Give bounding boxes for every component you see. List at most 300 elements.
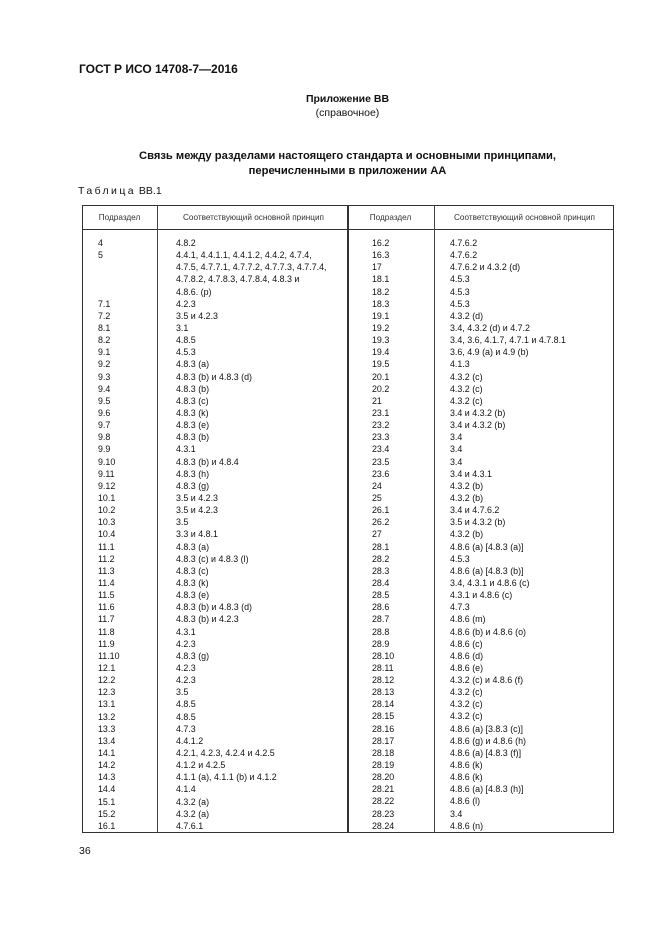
principle-line: 4.8.6 (m) [450, 614, 486, 625]
principle-line: 4.8.3 (k) [176, 408, 209, 418]
table-row [372, 662, 612, 674]
table-row [372, 286, 612, 298]
table-row [372, 553, 612, 565]
principle-cell [450, 504, 499, 516]
principle-line: 4.8.6 (a) [3.8.3 (c)] [450, 723, 524, 734]
standard-designation: ГОСТ Р ИСО 14708-7—2016 [79, 62, 238, 76]
principle-cell [176, 431, 209, 443]
table-row [372, 492, 612, 504]
table-row [372, 759, 612, 771]
table-right-body [372, 237, 612, 832]
principle-line: 4.3.2 (c) и 4.8.6 (f) [450, 675, 524, 686]
subsection-cell: 19.2 [372, 322, 390, 333]
principle-line: 4.8.3 (a) [176, 541, 210, 552]
subsection-cell: 14.4 [98, 784, 116, 795]
principle-line: 4.8.3 (b) и 4.8.3 (d) [176, 602, 252, 613]
principle-cell [176, 662, 196, 674]
table-row [372, 613, 612, 625]
principle-cell [450, 310, 483, 322]
principle-line: 4.8.5 [176, 699, 196, 710]
subsection-cell: 23.3 [372, 432, 390, 443]
table-row [372, 419, 612, 431]
principle-cell [450, 808, 462, 820]
subsection-cell: 28.24 [372, 820, 395, 831]
principle-cell [176, 686, 188, 698]
principle-line: 4.3.2 (c) [450, 383, 483, 394]
principle-line: 3.5 и 4.3.2 (b) [450, 517, 506, 528]
principle-cell [176, 796, 209, 808]
principle-cell [176, 346, 196, 358]
subsection-cell: 27 [372, 529, 382, 540]
principle-line: 4.7.8.2, 4.7.8.3, 4.7.8.4, 4.8.3 и [176, 274, 300, 285]
principle-line: 4.3.1 и 4.8.6 (c) [450, 590, 513, 601]
principle-cell [176, 237, 196, 249]
principle-line: 3.4, 4.3.1 и 4.8.6 (c) [450, 577, 530, 588]
principle-cell [450, 443, 462, 455]
table-row [98, 565, 348, 577]
subsection-cell: 9.5 [98, 395, 111, 406]
principle-line: 4.1.4 [176, 784, 196, 795]
principle-line: 4.4.1, 4.4.1.1, 4.4.1.2, 4.4.2, 4.7.4, [176, 250, 312, 261]
subsection-cell: 9.2 [98, 359, 111, 370]
principle-line: 4.8.3 (k) [176, 577, 209, 588]
table-row [98, 395, 348, 407]
principle-cell [176, 820, 203, 832]
table-row [98, 528, 348, 540]
principle-line: 4.1.2 и 4.2.5 [176, 760, 226, 771]
subsection-cell: 28.2 [372, 553, 390, 564]
principle-line: 4.8.3 (e) [176, 420, 210, 431]
subsection-cell: 10.4 [98, 529, 116, 540]
principle-line: 4.3.2 (b) [450, 492, 484, 503]
principle-line: 3.5 и 4.2.3 [176, 505, 218, 516]
principle-cell [176, 759, 225, 771]
subsection-cell: 15.1 [98, 796, 116, 807]
subsection-cell: 28.16 [372, 723, 395, 734]
subsection-cell: 9.4 [98, 383, 111, 394]
table-caption [78, 185, 162, 197]
table-row [372, 686, 612, 698]
table-row [372, 261, 612, 273]
table-row [372, 541, 612, 553]
principle-cell [450, 273, 470, 285]
table-row [372, 346, 612, 358]
table-row [98, 662, 348, 674]
principle-line: 3.5 и 4.2.3 [176, 310, 218, 321]
principle-cell [176, 723, 196, 735]
principle-line: 4.8.2 [176, 238, 196, 248]
principle-line: 4.8.6 (e) [450, 662, 484, 673]
subsection-cell: 11.1 [98, 541, 115, 552]
principle-line: 4.8.3 (c) и 4.8.3 (l) [176, 553, 249, 564]
principle-line: 4.2.3 [176, 662, 196, 673]
principle-line: 4.1.3 [450, 359, 470, 370]
subsection-cell: 8.1 [98, 323, 111, 334]
subsection-cell: 14.1 [98, 747, 116, 758]
principle-line: 3.4 [450, 808, 463, 819]
header-subsection-right: Подраздел [369, 213, 412, 222]
table-row [98, 358, 348, 370]
principle-cell [450, 747, 521, 759]
table-row [372, 358, 612, 370]
principle-line: 4.8.6 (a) [4.8.3 (b)] [450, 565, 524, 576]
principle-cell [176, 480, 209, 492]
subsection-cell: 28.17 [372, 735, 395, 746]
table-row [98, 553, 348, 565]
table-row [98, 383, 348, 395]
table-row [372, 249, 612, 261]
table-row [98, 711, 348, 723]
subsection-cell: 8.2 [98, 335, 111, 346]
table-row [98, 322, 348, 334]
subsection-cell: 12.2 [98, 675, 116, 686]
principle-line: 3.5 и 4.2.3 [176, 492, 218, 503]
principle-cell [450, 820, 483, 832]
subsection-cell: 9.3 [98, 371, 111, 382]
principle-line: 3.5 [176, 687, 189, 698]
principle-cell [450, 516, 505, 528]
principle-cell [450, 698, 483, 710]
principle-line: 3.4 и 4.3.2 (b) [450, 407, 506, 418]
table-row [98, 237, 348, 249]
principle-line: 4.8.6 (a) [4.8.3 (a)] [450, 541, 524, 552]
principle-cell [176, 771, 277, 783]
table-row [98, 468, 348, 480]
subsection-cell: 28.11 [372, 662, 394, 673]
subsection-cell: 28.18 [372, 747, 395, 758]
principle-cell [450, 431, 462, 443]
principle-cell [450, 346, 528, 358]
table-row [372, 528, 612, 540]
subsection-cell: 16.1 [98, 820, 116, 831]
principle-line: 3.4 и 4.3.2 (b) [450, 420, 506, 431]
table-row [98, 638, 348, 650]
page-number: 36 [79, 845, 91, 857]
principle-cell [450, 395, 483, 407]
principle-line: 4.5.3 [450, 286, 470, 297]
subsection-cell: 12.3 [98, 687, 116, 698]
principle-line: 4.7.6.1 [176, 820, 204, 831]
subsection-cell: 12.1 [98, 662, 116, 673]
annex-subtitle: (справочное) [315, 107, 380, 119]
principle-cell [450, 371, 483, 383]
principle-cell [450, 565, 524, 577]
table-row [98, 686, 348, 698]
principle-cell [176, 322, 188, 334]
principle-line: 4.8.6 (k) [450, 760, 483, 771]
subsection-cell: 9.6 [98, 408, 111, 418]
principle-line: 3.5 [176, 517, 189, 528]
table-row [372, 322, 612, 334]
subsection-cell: 21 [372, 395, 382, 406]
principle-line: 4.8.6. (p) [176, 286, 212, 297]
principle-line: 4.8.6 (k) [450, 772, 483, 783]
principle-cell [176, 808, 209, 820]
subsection-cell: 11.4 [98, 577, 115, 588]
table-caption-number: ВВ.1 [138, 185, 162, 197]
subsection-cell: 7.2 [98, 310, 111, 321]
table-row [98, 698, 348, 710]
subsection-cell: 11.5 [98, 590, 115, 601]
principle-cell [450, 686, 483, 698]
subsection-cell: 23.4 [372, 444, 390, 455]
subsection-cell: 9.7 [98, 420, 111, 431]
principle-cell [176, 504, 218, 516]
principle-cell [450, 358, 470, 370]
table-row [372, 601, 612, 613]
principle-line: 4.3.2 (c) [450, 711, 483, 722]
principle-cell [176, 650, 209, 662]
subsection-cell: 28.15 [372, 711, 395, 722]
principle-line: 4.8.3 (c) [176, 395, 209, 406]
principle-cell [450, 383, 483, 395]
table-row [98, 249, 348, 298]
table-row [372, 383, 612, 395]
subsection-cell: 11.9 [98, 638, 115, 649]
annex-title-block [0, 92, 661, 120]
table-row [98, 808, 348, 820]
principle-cell [176, 407, 209, 419]
table-row [98, 419, 348, 431]
principle-cell [176, 747, 275, 759]
principle-line: 3.4, 3.6, 4.1.7, 4.7.1 и 4.7.8.1 [450, 335, 566, 346]
principle-cell [176, 419, 209, 431]
principle-cell [450, 456, 462, 468]
table-row [98, 771, 348, 783]
principle-line: 3.4 [450, 444, 463, 455]
principle-cell [176, 492, 218, 504]
principle-line: 4.2.3 [176, 638, 196, 649]
subsection-cell: 23.5 [372, 456, 390, 467]
subsection-cell: 28.13 [372, 687, 395, 698]
principle-line: 4.8.5 [176, 711, 196, 722]
principle-line: 4.5.3 [450, 274, 470, 285]
subsection-cell: 28.5 [372, 590, 390, 601]
principle-cell [176, 565, 209, 577]
principle-cell [176, 249, 327, 298]
principle-line: 4.3.2 (a) [176, 796, 210, 807]
principle-line: 3.1 [176, 323, 189, 334]
principle-line: 4.7.3 [450, 602, 470, 613]
principle-line: 4.8.6 (l) [450, 796, 481, 807]
subsection-cell: 15.2 [98, 808, 116, 819]
principle-cell [176, 516, 188, 528]
table-row [98, 783, 348, 795]
principle-line: 4.3.2 (c) [450, 395, 483, 406]
principle-cell [176, 589, 209, 601]
principle-cell [450, 480, 483, 492]
principle-line: 4.8.6 (d) [450, 650, 484, 661]
subsection-cell: 9.11 [98, 468, 115, 479]
table-row [372, 310, 612, 322]
subsection-cell: 28.6 [372, 602, 390, 613]
subsection-cell: 20.1 [372, 371, 390, 382]
principle-line: 4.5.3 [450, 553, 470, 564]
principle-cell [450, 541, 524, 553]
principle-cell [450, 419, 505, 431]
table-row [98, 589, 348, 601]
principle-cell [450, 261, 520, 273]
table-row [98, 747, 348, 759]
table-row [372, 783, 612, 795]
subsection-cell: 23.1 [372, 407, 390, 418]
table-row [98, 443, 348, 455]
table-row [98, 796, 348, 808]
subsection-cell: 11.2 [98, 553, 115, 564]
subsection-cell: 11.3 [98, 565, 115, 576]
principle-cell [176, 735, 203, 747]
subsection-cell: 13.4 [98, 735, 116, 746]
principle-cell [450, 626, 526, 638]
principle-line: 4.1.1 (a), 4.1.1 (b) и 4.1.2 [176, 772, 277, 783]
table-row [372, 504, 612, 516]
principle-cell [176, 383, 209, 395]
table-row [98, 310, 348, 322]
principle-cell [176, 358, 209, 370]
principle-cell [450, 771, 483, 783]
principle-line: 3.4 [450, 432, 463, 443]
principle-line: 4.8.3 (b) [176, 383, 210, 394]
principle-line: 4.5.3 [176, 347, 196, 358]
principle-line: 4.8.6 (a) [4.8.3 (f)] [450, 747, 522, 758]
section-heading-line2: перечисленными в приложении АА [248, 165, 447, 177]
principle-cell [176, 395, 209, 407]
principle-line: 4.2.1, 4.2.3, 4.2.4 и 4.2.5 [176, 747, 275, 758]
subsection-cell: 4 [98, 238, 103, 248]
table-row [372, 371, 612, 383]
principle-line: 4.8.3 (g) [176, 480, 210, 491]
principle-cell [176, 613, 239, 625]
subsection-cell: 28.3 [372, 565, 390, 576]
subsection-cell: 17 [372, 262, 382, 273]
table-row [372, 443, 612, 455]
principle-cell [450, 249, 477, 261]
principle-cell [450, 237, 477, 249]
subsection-cell: 19.4 [372, 347, 390, 358]
header-principle-left: Соответствующий основной принцип [183, 213, 324, 222]
subsection-cell: 23.6 [372, 468, 390, 479]
table-row [98, 820, 348, 832]
principle-cell [176, 601, 252, 613]
table-row [98, 346, 348, 358]
principle-line: 4.8.3 (g) [176, 650, 210, 661]
subsection-cell: 26.1 [372, 505, 390, 516]
principle-cell [176, 711, 196, 723]
subsection-cell: 10.1 [98, 492, 116, 503]
subsection-cell: 13.3 [98, 723, 116, 734]
subsection-cell: 10.2 [98, 505, 116, 516]
principle-cell [176, 541, 209, 553]
subsection-cell: 28.12 [372, 675, 395, 686]
subsection-cell: 11.8 [98, 626, 115, 637]
table-row [98, 480, 348, 492]
principle-line: 4.8.3 (e) [176, 590, 210, 601]
subsection-cell: 18.3 [372, 298, 390, 309]
subsection-cell: 11.10 [98, 650, 120, 661]
table-row [98, 541, 348, 553]
table-row [98, 456, 348, 468]
principle-cell [450, 528, 483, 540]
table-row [372, 456, 612, 468]
principle-line: 4.3.1 [176, 626, 196, 637]
section-heading-line1: Связь между разделами настоящего стандарта и основными принципами, [139, 150, 556, 162]
table-row [372, 407, 612, 419]
table-row [372, 698, 612, 710]
table-row [372, 395, 612, 407]
principle-line: 4.2.3 [176, 298, 196, 309]
subsection-cell: 28.22 [372, 796, 395, 807]
table-row [372, 480, 612, 492]
subsection-cell: 28.9 [372, 638, 390, 649]
principle-cell [450, 638, 483, 650]
subsection-cell: 13.1 [98, 699, 116, 710]
subsection-cell: 23.2 [372, 420, 390, 431]
subsection-cell: 28.8 [372, 626, 390, 637]
principle-cell [176, 443, 196, 455]
subsection-cell: 19.3 [372, 335, 390, 346]
table-row [372, 565, 612, 577]
principle-cell [176, 577, 209, 589]
principle-line: 4.8.6 (c) [450, 638, 483, 649]
principle-line: 4.8.3 (c) [176, 565, 209, 576]
table-row [98, 626, 348, 638]
subsection-cell: 11.7 [98, 614, 115, 625]
principle-cell [450, 795, 480, 807]
principle-line: 4.3.2 (c) [450, 371, 483, 382]
subsection-cell: 28.20 [372, 772, 395, 783]
principle-cell [450, 650, 483, 662]
principle-line: 4.3.2 (c) [450, 687, 483, 698]
principle-line: 4.8.6 (b) и 4.8.6 (o) [450, 626, 526, 637]
table-row [98, 759, 348, 771]
table-row [372, 589, 612, 601]
table-row [372, 273, 612, 285]
subsection-cell: 20.2 [372, 383, 390, 394]
table-row [372, 808, 612, 820]
subsection-cell: 28.14 [372, 699, 395, 710]
table-row [98, 723, 348, 735]
subsection-cell: 14.3 [98, 772, 116, 783]
principle-cell [450, 298, 470, 310]
principle-line: 4.7.5, 4.7.7.1, 4.7.7.2, 4.7.7.3, 4.7.7.4, [176, 262, 327, 273]
table-row [372, 468, 612, 480]
principle-line: 4.2.3 [176, 675, 196, 686]
principle-cell [176, 783, 196, 795]
table-row [372, 710, 612, 722]
principle-line: 4.7.6.2 [450, 238, 478, 248]
table-left-body [98, 237, 348, 832]
subsection-cell: 28.1 [372, 541, 390, 552]
table-row [372, 723, 612, 735]
table-row [372, 771, 612, 783]
subsection-cell: 18.2 [372, 286, 390, 297]
subsection-cell: 16.3 [372, 250, 390, 261]
subsection-cell: 19.5 [372, 359, 390, 370]
subsection-cell: 25 [372, 492, 382, 503]
subsection-cell: 16.2 [372, 238, 390, 248]
principle-cell [176, 674, 196, 686]
table-row [98, 735, 348, 747]
subsection-cell: 26.2 [372, 517, 390, 528]
subsection-cell: 9.12 [98, 480, 116, 491]
principle-line: 4.7.3 [176, 723, 196, 734]
table-row [372, 820, 612, 832]
principle-cell [450, 723, 523, 735]
principle-cell [450, 407, 505, 419]
table-row [372, 516, 612, 528]
subsection-cell: 13.2 [98, 711, 116, 722]
table-row [98, 371, 348, 383]
